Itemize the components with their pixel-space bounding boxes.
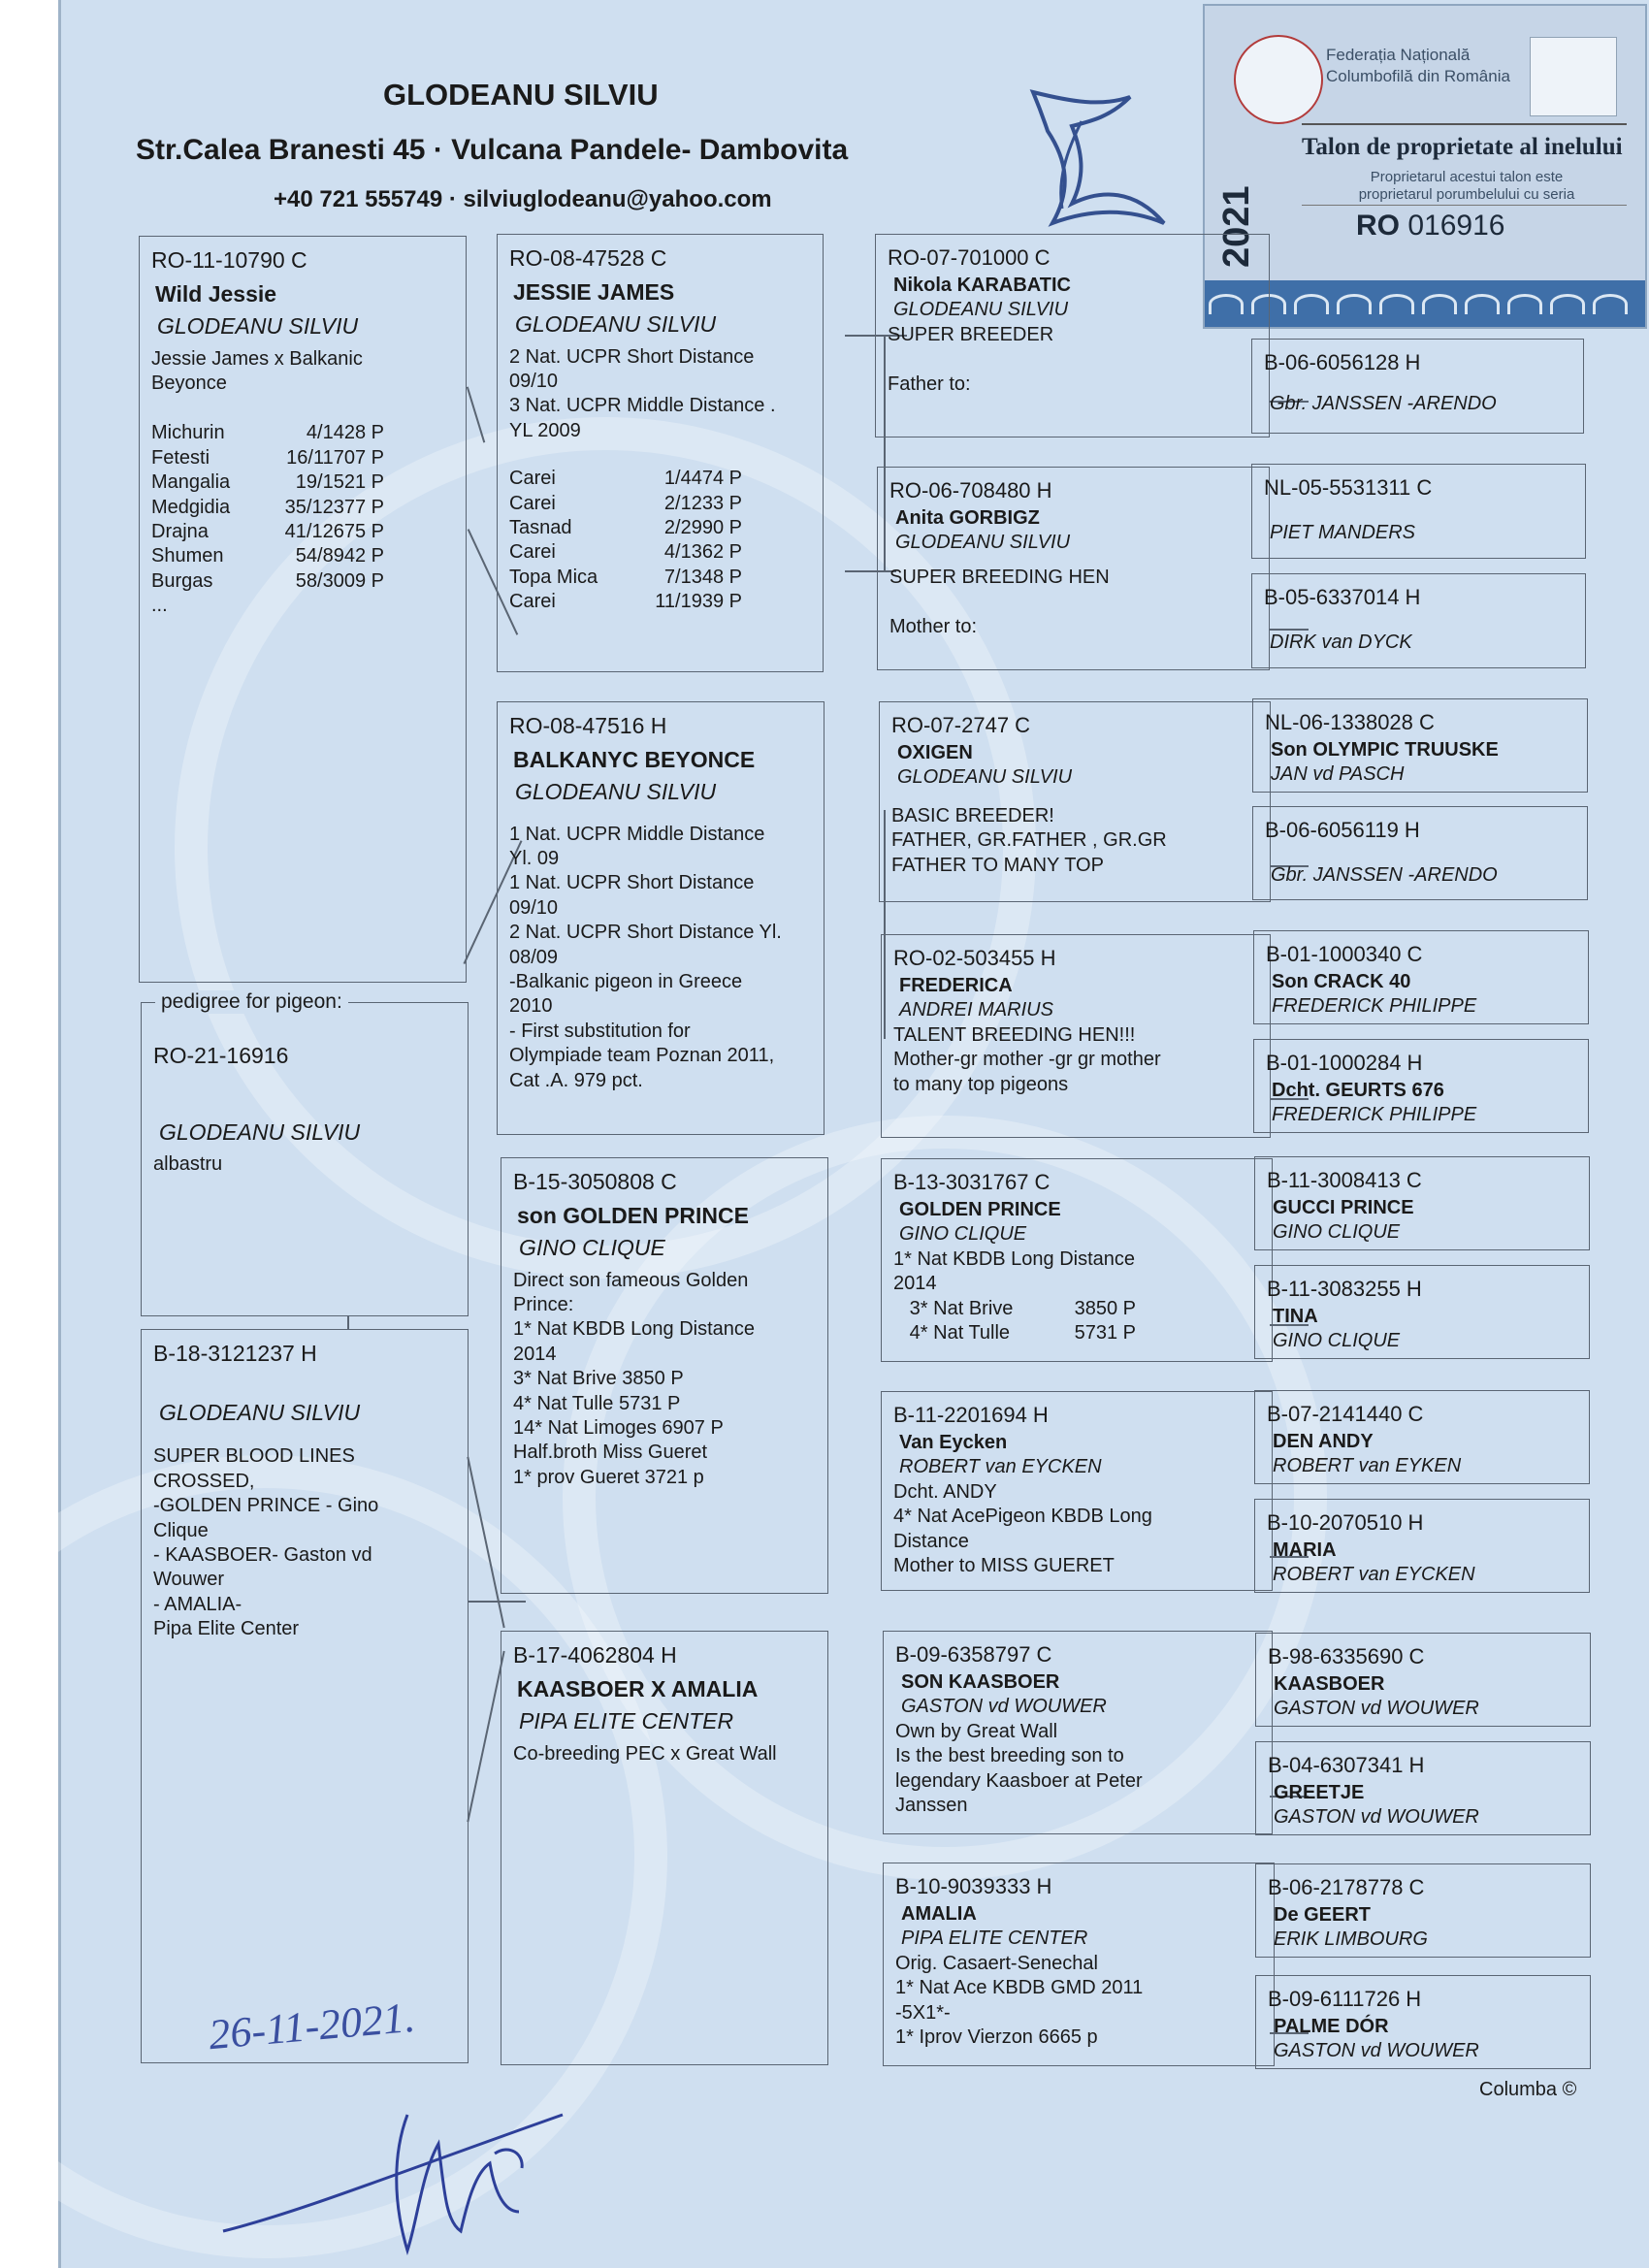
breeder: GLODEANU SILVIU [159,1400,361,1426]
ring-number: B-01-1000340 C [1266,942,1423,966]
signature-icon [213,2057,621,2268]
description: BASIC BREEDER! FATHER, GR.FATHER , GR.GR FATHER TO MANY TOP [891,804,1167,876]
results-list: 3* Nat Brive 3850 P 4* Nat Tulle 5731 P [893,1297,1136,1344]
pedigree-card-mfm [881,1391,1273,1591]
ring-number: RO-02-503455 H [893,946,1056,970]
description: Jessie James x Balkanic Beyonce [151,347,363,394]
federation-logo-icon [1530,37,1617,116]
breeder: GLODEANU SILVIU [157,313,359,340]
ring-number: B-09-6358797 C [895,1642,1052,1667]
pigeon-name: JESSIE JAMES [513,279,675,306]
pigeon-name: son GOLDEN PRINCE [517,1203,749,1229]
pigeon-name: DEN ANDY [1273,1430,1374,1452]
breeder: GLODEANU SILVIU [897,766,1073,789]
ring-number: RO-08-47528 C [509,245,667,271]
breeder: GLODEANU SILVIU [515,779,717,805]
pigeon-name: AMALIA [901,1902,977,1925]
ring-number: B-07-2141440 C [1267,1402,1424,1426]
breeder: GLODEANU SILVIU [515,311,717,338]
stamp-divider [1302,205,1627,206]
description: TALENT BREEDING HEN!!! Mother-gr mother -gr gr mother to many top pigeons [893,1023,1161,1095]
more-results: ... [151,595,168,617]
pigeon-name: GUCCI PRINCE [1273,1196,1414,1218]
description: 1 Nat. UCPR Middle Distance Yl. 09 1 Nat. UCPR Short Distance 09/10 2 Nat. UCPR Short Distance Yl. 08/09 -Balkanic pigeon in Greece 2010 - First substitution for Olympiade team Poznan 2011, Cat .A. 979 pct. [509,823,782,1091]
description: 1* Nat KBDB Long Distance 2014 [893,1247,1136,1295]
pigeon-name: PALME DÓR [1274,2015,1389,2037]
results-list: Carei 1/4474 P Carei 2/1233 P Tasnad 2/2990 P Carei 4/1362 P Topa Mica 7/1348 P Carei 11/1939 P [509,468,742,613]
stamp-year: 2021 [1216,185,1257,268]
pedigree-card-g4 [1255,1863,1591,1958]
pigeon-name: KAASBOER [1274,1672,1385,1695]
breeder: GASTON vd WOUWER [1274,2040,1479,2062]
pigeon-name: Nikola KARABATIC [893,274,1071,296]
pigeon-name: BALKANYC BEYONCE [513,747,756,773]
ring-number: B-15-3050808 C [513,1169,677,1194]
ring-number: B-05-6337014 H [1264,585,1421,609]
ring-number: B-06-2178778 C [1268,1875,1425,1899]
ring-number: B-04-6307341 H [1268,1753,1425,1777]
breeder-contact: +40 721 555749 · silviuglodeanu@yahoo.com [274,186,772,212]
breeder: JAN vd PASCH [1271,763,1405,786]
description: Dcht. ANDY 4* Nat AcePigeon KBDB Long Distance Mother to MISS GUERET [893,1480,1152,1576]
ring-number: B-11-2201694 H [893,1403,1049,1427]
pedigree-label: pedigree for pigeon: [155,990,348,1014]
pigeon-name: De GEERT [1274,1903,1372,1926]
description: SUPER BREEDER Father to: [888,323,1054,395]
breeder: PIET MANDERS [1270,521,1416,543]
stamp-ring-number: RO 016916 [1356,210,1505,242]
pigeon-name: OXIGEN [897,741,973,763]
ring-number: NL-05-5531311 C [1264,475,1433,500]
pedigree-card-g4 [1251,464,1586,559]
pigeon-name: GOLDEN PRINCE [899,1198,1061,1220]
ring-number: RO-07-701000 C [888,245,1051,270]
stamp-subtitle: Proprietarul acestui talon este proprietarul porumbelului cu seria [1358,169,1575,203]
pedigree-card-fm [497,701,824,1135]
breeder: Gbr. JANSSEN -ARENDO [1271,863,1498,886]
pigeon-name: KAASBOER X AMALIA [517,1676,759,1702]
ring-number: B-17-4062804 H [513,1642,677,1668]
ring-number: B-06-6056128 H [1264,350,1421,374]
breeder: GINO CLIQUE [899,1223,1027,1246]
description: SUPER BLOOD LINES CROSSED, -GOLDEN PRINCE - Gino Clique - KAASBOER- Gaston vd Wouwer - AMALIA- Pipa Elite Center [153,1445,379,1640]
pigeon-name: TINA [1273,1305,1318,1327]
pedigree-card-ffm [877,467,1270,670]
breeder: GLODEANU SILVIU [893,299,1069,321]
pigeon-name: Son CRACK 40 [1272,970,1411,992]
breeder: GASTON vd WOUWER [1274,1806,1479,1829]
connector-line [467,1651,504,1822]
ring-number: RO-08-47516 H [509,713,667,738]
description: Orig. Casaert-Senechal 1* Nat Ace KBDB GMD 2011 -5X1*- 1* Iprov Vierzon 6665 p [895,1952,1144,2048]
federation-seal-icon [1234,35,1323,124]
pigeon-name: Wild Jessie [155,281,277,308]
breeder: DIRK van DYCK [1270,631,1412,653]
pedigree-card-g4 [1254,1390,1590,1484]
breeder: ROBERT van EYCKEN [1273,1564,1475,1586]
dove-logo-icon [965,82,1217,238]
pigeon-name: Son OLYMPIC TRUUSKE [1271,738,1499,761]
pigeon-name: GREETJE [1274,1781,1365,1803]
pigeon-name: FREDERICA [899,974,1013,996]
breeder: GINO CLIQUE [519,1235,665,1261]
breeder: PIPA ELITE CENTER [901,1928,1088,1950]
pedigree-card-g4 [1252,698,1588,793]
breeder: ANDREI MARIUS [899,999,1053,1021]
pigeon-name: Anita GORBIGZ [895,506,1040,529]
pedigree-card-g4 [1254,1265,1590,1359]
breeder: GINO CLIQUE [1273,1221,1401,1244]
copyright: Columba © [1479,2079,1577,2100]
ring-number: RO-06-708480 H [889,478,1052,502]
breeder: ERIK LIMBOURG [1274,1928,1428,1951]
pedigree-card-mm [501,1631,828,2065]
description: 2 Nat. UCPR Short Distance 09/10 3 Nat. UCPR Middle Distance . YL 2009 [509,345,776,441]
pigeon-name: Dcht. GEURTS 676 [1272,1079,1444,1101]
ring-number: RO-21-16916 [153,1043,289,1068]
description: Direct son fameous Golden Prince: 1* Nat KBDB Long Distance 2014 3* Nat Brive 3850 P 4* Nat Tulle 5731 P 14* Nat Limoges 6907 P Half.broth Miss Gueret 1* prov Gueret 3721 p [513,1269,756,1488]
pedigree-card-g4 [1254,1156,1590,1250]
ring-number: B-13-3031767 C [893,1170,1051,1194]
pedigree-page [58,0,1649,2268]
breeder: GASTON vd WOUWER [901,1696,1107,1718]
stamp-divider [1302,123,1627,125]
ring-number: B-01-1000284 H [1266,1051,1423,1075]
connector-line [467,1457,504,1628]
breeder: ROBERT van EYCKEN [899,1456,1102,1478]
pedigree-card-mff [881,1158,1273,1362]
pedigree-card-g4 [1253,930,1589,1024]
pedigree-card-mf [501,1157,828,1594]
pedigree-card-g4 [1255,1633,1591,1727]
pedigree-card-fmm [881,934,1271,1138]
breeder: GASTON vd WOUWER [1274,1698,1479,1720]
breeder: ROBERT van EYKEN [1273,1455,1462,1477]
ring-number: B-10-9039333 H [895,1874,1052,1898]
ring-number: NL-06-1338028 C [1265,710,1435,734]
pedigree-card-g4 [1255,1741,1591,1835]
ring-number: B-18-3121237 H [153,1341,317,1366]
pedigree-card-g4 [1251,339,1584,434]
pedigree-card-ff [497,234,824,672]
breeder-address: Str.Calea Branesti 45 · Vulcana Pandele- Dambovita [136,134,849,166]
description: SUPER BREEDING HEN Mother to: [889,566,1110,637]
stamp-title: Talon de proprietate al inelului [1302,134,1623,160]
ring-number: RO-11-10790 C [151,247,307,273]
ring-number: RO-07-2747 C [891,713,1031,737]
description: Own by Great Wall Is the best breeding son to legendary Kaasboer at Peter Janssen [895,1720,1143,1816]
results-list: Michurin 4/1428 P Fetesti 16/11707 P Mangalia 19/1521 P Medgidia 35/12377 P Drajna 41/12675 P Shumen 54/8942 P Burgas 58/3009 P [151,422,384,592]
breeder: FREDERICK PHILIPPE [1272,1104,1477,1126]
breeder: GLODEANU SILVIU [895,532,1071,554]
breeder: GLODEANU SILVIU [159,1119,361,1146]
stamp-decorative-band [1205,280,1645,327]
breeder: PIPA ELITE CENTER [519,1708,734,1734]
pigeon-name: MARIA [1273,1539,1337,1561]
pedigree-card-g4 [1254,1499,1590,1593]
ring-number: B-98-6335690 C [1268,1644,1425,1669]
breeder: GINO CLIQUE [1273,1330,1401,1352]
color: albastru [153,1153,223,1176]
pedigree-card-fff [875,234,1270,437]
stamp-federation: Federația Națională Columbofilă din România [1326,46,1510,86]
pedigree-card-g4 [1255,1975,1591,2069]
pedigree-card-subject [141,1002,469,1316]
pedigree-card-g4 [1252,806,1588,900]
handwritten-date: 26-11-2021. [207,1993,417,2059]
pedigree-card-mmf [883,1631,1273,1834]
breeder: FREDERICK PHILIPPE [1272,995,1477,1018]
breeder-name: GLODEANU SILVIU [383,78,659,112]
pedigree-card-g4 [1251,573,1586,668]
ring-number: B-06-6056119 H [1265,818,1420,842]
pedigree-card-mother [141,1329,469,2063]
ring-number: B-09-6111726 H [1268,1987,1422,2011]
pedigree-card-mmm [883,1863,1275,2066]
description: Co-breeding PEC x Great Wall [513,1742,777,1765]
ring-number: B-10-2070510 H [1267,1510,1424,1535]
pedigree-card-father [139,236,467,983]
pigeon-name: SON KAASBOER [901,1670,1060,1693]
ring-number: B-11-3083255 H [1267,1277,1422,1301]
breeder: Gbr. JANSSEN -ARENDO [1270,392,1497,414]
pigeon-name: Van Eycken [899,1431,1008,1453]
pedigree-card-fmf [879,701,1271,902]
connector-line [347,1315,349,1329]
connector-line [467,387,485,443]
pedigree-card-g4 [1253,1039,1589,1133]
ring-number: B-11-3008413 C [1267,1168,1422,1192]
